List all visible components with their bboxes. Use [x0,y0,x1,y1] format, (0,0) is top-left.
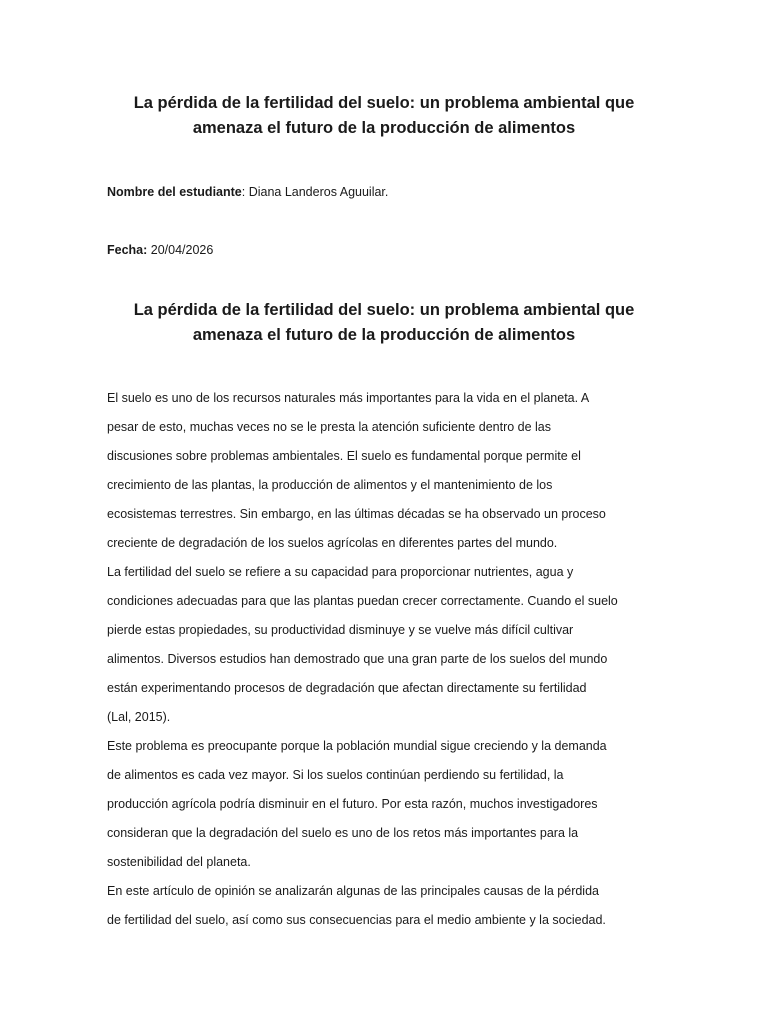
document-title [100,91,668,141]
body-text [107,384,667,935]
body-line: creciente de degradación de los suelos agrícolas en diferentes partes del mundo. [107,536,558,550]
date-line [107,241,213,259]
title-line: amenaza el futuro de la producción de alimentos [192,119,576,137]
student-name-label: Nombre del estudiante [107,185,242,199]
body-line: En este artículo de opinión se analizarán algunas de las principales causas de la pérdida [107,884,599,898]
body-line: La fertilidad del suelo se refiere a su capacidad para proporcionar nutrientes, agua y [107,565,574,579]
student-name-line [107,183,388,201]
student-name-value: : Diana Landeros Aguuilar. [241,185,389,199]
body-line: (Lal, 2015). [107,710,171,724]
body-line: de fertilidad del suelo, así como sus consecuencias para el medio ambiente y la sociedad. [107,913,606,927]
body-line: de alimentos es cada vez mayor. Si los suelos continúan perdiendo su fertilidad, la [107,768,564,782]
body-line: pesar de esto, muchas veces no se le presta la atención suficiente dentro de las [107,420,552,434]
body-line: producción agrícola podría disminuir en el futuro. Por esta razón, muchos investigadores [107,797,598,811]
body-line: Este problema es preocupante porque la población mundial sigue creciendo y la demanda [107,739,607,753]
body-line: alimentos. Diversos estudios han demostrado que una gran parte de los suelos del mundo [107,652,608,666]
date-label: Fecha: [107,243,148,257]
date-value: 20/04/2026 [147,243,214,257]
body-line: El suelo es uno de los recursos naturales más importantes para la vida en el planeta. A [107,391,590,405]
body-line: ecosistemas terrestres. Sin embargo, en las últimas décadas se ha observado un proceso [107,507,606,521]
title-line: amenaza el futuro de la producción de alimentos [192,326,576,344]
body-line: sostenibilidad del planeta. [107,855,251,869]
body-line: crecimiento de las plantas, la producción de alimentos y el mantenimiento de los [107,478,553,492]
body-line: pierde estas propiedades, su productividad disminuye y se vuelve más difícil cultivar [107,623,574,637]
body-line: están experimentando procesos de degradación que afectan directamente su fertilidad [107,681,587,695]
body-line: discusiones sobre problemas ambientales. El suelo es fundamental porque permite el [107,449,581,463]
title-line: La pérdida de la fertilidad del suelo: un problema ambiental que [133,94,635,112]
body-line: condiciones adecuadas para que las plantas puedan crecer correctamente. Cuando el suelo [107,594,618,608]
body-line: consideran que la degradación del suelo es uno de los retos más importantes para la [107,826,579,840]
section-title [100,298,668,348]
title-line: La pérdida de la fertilidad del suelo: un problema ambiental que [133,301,635,319]
